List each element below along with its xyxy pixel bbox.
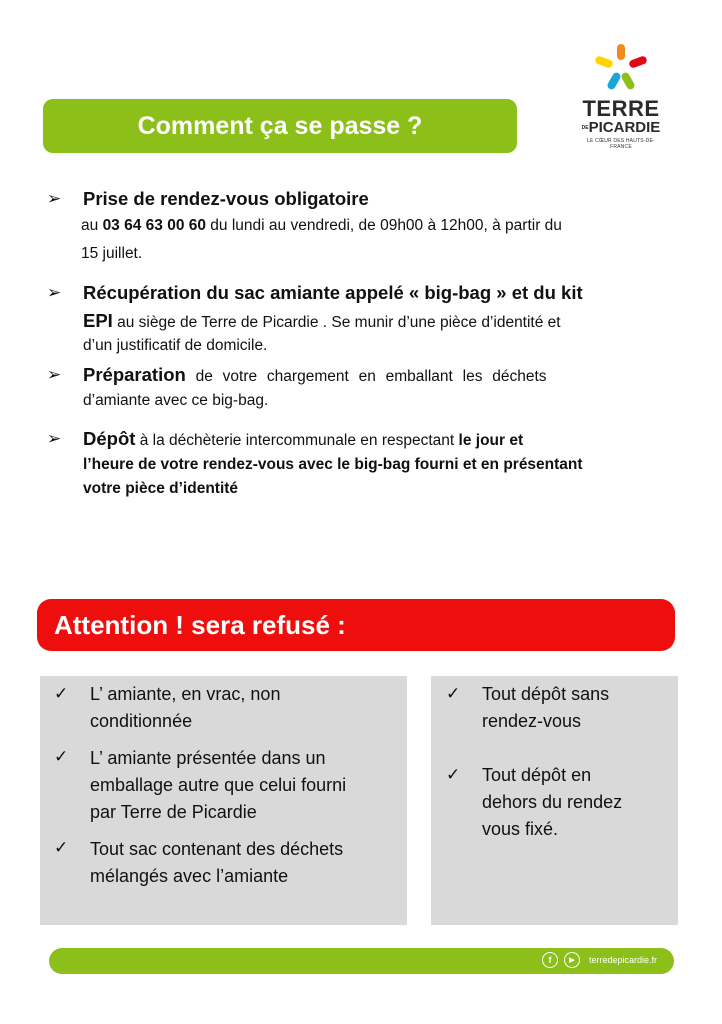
refused-item-line: L’ amiante présentée dans un <box>90 748 326 768</box>
step-text <box>83 310 561 332</box>
step-bold-line2: l’heure de votre rendez-vous avec le big-bag fourni et en présentant <box>83 456 583 473</box>
arrow-bullet-icon: ➢ <box>47 189 62 208</box>
check-icon: ✓ <box>54 747 69 766</box>
refused-item-line: Tout dépôt sans <box>482 684 610 704</box>
step-text-line1: de votre chargement en emballant les déchets <box>185 368 547 385</box>
refused-item-line: mélangés avec l’amiante <box>90 866 289 886</box>
refused-list-left <box>40 676 407 925</box>
refused-item <box>482 762 622 843</box>
refused-item-line: par Terre de Picardie <box>90 802 257 822</box>
refused-item-line: rendez-vous <box>482 711 582 731</box>
youtube-icon[interactable]: ▶ <box>564 952 580 968</box>
step-text-line2: d’amiante avec ce big-bag. <box>83 392 269 409</box>
arrow-bullet-icon: ➢ <box>47 365 62 384</box>
refused-list-right <box>431 676 678 925</box>
step-title-cont: EPI <box>83 310 113 331</box>
logo-tagline: LE CŒUR DES HAUTS-DE-FRANCE <box>587 138 655 150</box>
arrow-bullet-icon: ➢ <box>47 429 62 448</box>
step-text-line1: à la déchèterie intercommunale en respectant <box>135 432 459 449</box>
refused-item <box>90 681 280 735</box>
refused-item-line: Tout dépôt en <box>482 765 592 785</box>
website-link[interactable]: terredepicardie.fr <box>589 955 658 965</box>
refused-item-line: conditionnée <box>90 711 193 731</box>
step-bold-line3: votre pièce d’identité <box>83 480 239 497</box>
refused-item-line: L’ amiante, en vrac, non <box>90 684 281 704</box>
logo-star-icon <box>590 42 652 98</box>
facebook-icon[interactable]: f <box>542 952 558 968</box>
step-title: Dépôt <box>83 428 136 449</box>
arrow-bullet-icon: ➢ <box>47 283 62 302</box>
step-title: Préparation <box>83 364 186 385</box>
section-title: Comment ça se passe ? <box>137 111 423 140</box>
step-text <box>83 428 666 450</box>
step-text-pre: au <box>81 217 103 234</box>
check-icon: ✓ <box>54 838 69 857</box>
logo-small-de: DE <box>581 125 589 131</box>
logo-picardie-text: PICARDIE <box>588 119 661 136</box>
step-text <box>83 364 666 386</box>
step-text-line1: au siège de Terre de Picardie . Se munir d’une pièce d’identité et <box>112 314 561 331</box>
terre-de-picardie-logo <box>578 42 664 150</box>
refused-item <box>482 681 609 735</box>
logo-word-picardie <box>578 120 664 136</box>
check-icon: ✓ <box>54 684 69 703</box>
step-text <box>81 217 562 235</box>
refused-item-line: dehors du rendez <box>482 792 623 812</box>
refused-item-line: Tout sac contenant des déchets <box>90 839 344 859</box>
step-title: Prise de rendez-vous obligatoire <box>83 188 369 209</box>
warning-title: Attention ! sera refusé : <box>54 609 346 640</box>
refused-item <box>90 836 343 890</box>
check-icon: ✓ <box>446 765 461 784</box>
step-title: Récupération du sac amiante appelé « big-bag » et du kit <box>83 282 583 303</box>
check-icon: ✓ <box>446 684 461 703</box>
logo-word-terre: TERRE <box>582 96 660 121</box>
footer-bar <box>49 948 674 974</box>
step-text-line2: 15 juillet. <box>81 245 143 262</box>
section-title-banner <box>43 99 517 153</box>
refused-item-line: vous fixé. <box>482 819 559 839</box>
step-bold-text: le jour et <box>458 432 524 449</box>
refused-item-line: emballage autre que celui fourni <box>90 775 347 795</box>
step-text-post: du lundi au vendredi, de 09h00 à 12h00, à partir du <box>206 217 562 234</box>
step-text-line2: d’un justificatif de domicile. <box>83 337 268 354</box>
refused-item <box>90 745 346 826</box>
phone-number: 03 64 63 00 60 <box>102 217 206 234</box>
warning-banner <box>37 599 675 651</box>
